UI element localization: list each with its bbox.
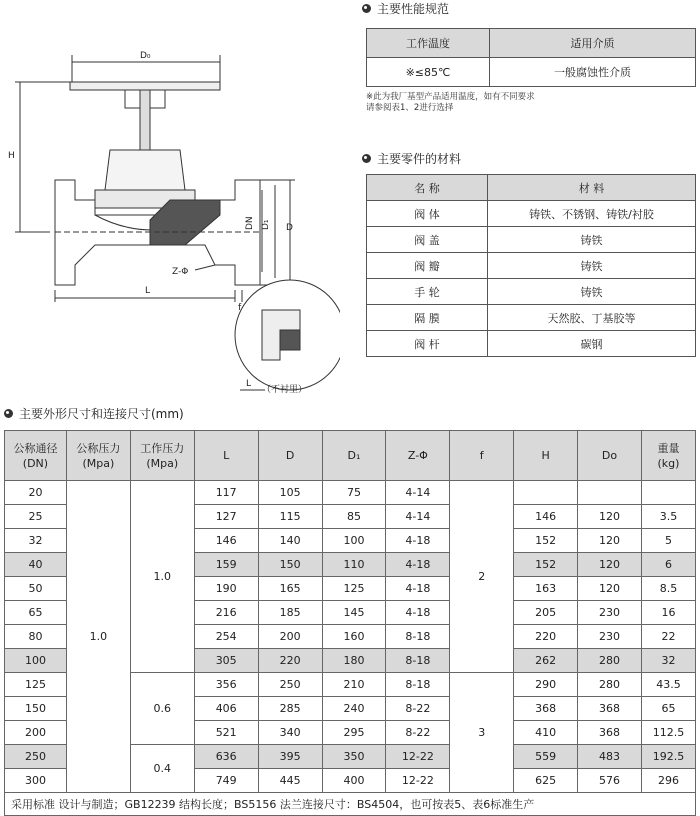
cell-weight xyxy=(641,481,695,505)
perf-header-temp: 工作温度 xyxy=(367,29,490,58)
cell-d1: 400 xyxy=(322,769,386,793)
cell-do: 368 xyxy=(578,721,642,745)
cell-dn: 250 xyxy=(5,745,67,769)
cell-l: 406 xyxy=(194,697,258,721)
col-dn-l1: 公称通径 xyxy=(13,441,58,455)
cell-d: 115 xyxy=(258,505,322,529)
col-wp-l1: 工作压力 xyxy=(140,441,185,455)
cell-d: 200 xyxy=(258,625,322,649)
col-d1: D₁ xyxy=(322,431,386,481)
cell-h: 410 xyxy=(514,721,578,745)
cell-l: 356 xyxy=(194,673,258,697)
cell-h: 205 xyxy=(514,601,578,625)
valve-drawing xyxy=(0,40,340,400)
cell-do: 280 xyxy=(578,649,642,673)
cell-d: 105 xyxy=(258,481,322,505)
cell-d: 165 xyxy=(258,577,322,601)
cell-do: 120 xyxy=(578,553,642,577)
label-f: f xyxy=(238,303,242,313)
cell-dn: 100 xyxy=(5,649,67,673)
col-pn-l1: 公称压力 xyxy=(76,441,121,455)
cell-weight: 8.5 xyxy=(641,577,695,601)
label-zphi: Z-Φ xyxy=(172,267,189,277)
cell-l: 636 xyxy=(194,745,258,769)
cell-zphi: 12-22 xyxy=(386,745,450,769)
cell-d: 445 xyxy=(258,769,322,793)
mat-name: 阀 杆 xyxy=(367,331,488,357)
mat-value: 铸铁、不锈钢、铸铁/衬胶 xyxy=(488,201,696,227)
cell-d1: 85 xyxy=(322,505,386,529)
cell-dn: 80 xyxy=(5,625,67,649)
cell-d1: 100 xyxy=(322,529,386,553)
cell-weight: 22 xyxy=(641,625,695,649)
cell-dn: 65 xyxy=(5,601,67,625)
col-dn xyxy=(5,431,67,481)
cell-dn: 40 xyxy=(5,553,67,577)
cell-do: 230 xyxy=(578,625,642,649)
performance-note xyxy=(366,92,535,114)
cell-zphi: 4-18 xyxy=(386,601,450,625)
mat-header-material: 材 料 xyxy=(488,175,696,201)
bonnet xyxy=(105,150,185,190)
cell-weight: 5 xyxy=(641,529,695,553)
bullet-icon xyxy=(4,409,13,418)
mat-name: 阀 体 xyxy=(367,201,488,227)
col-wp xyxy=(130,431,194,481)
mat-value: 铸铁 xyxy=(488,279,696,305)
cell-f: 3 xyxy=(450,673,514,793)
footer-row xyxy=(5,793,696,816)
performance-title-text: 主要性能规范 xyxy=(377,2,450,16)
col-wp-l2: (Mpa) xyxy=(146,456,179,470)
cell-do xyxy=(578,481,642,505)
col-wt xyxy=(641,431,695,481)
cell-l: 749 xyxy=(194,769,258,793)
performance-section-title xyxy=(362,0,449,17)
cell-h: 368 xyxy=(514,697,578,721)
cell-do: 368 xyxy=(578,697,642,721)
detail-caption: （不衬里） xyxy=(262,385,308,395)
label-d: D xyxy=(286,223,293,233)
mat-value: 碳钢 xyxy=(488,331,696,357)
col-h: H xyxy=(514,431,578,481)
mat-name: 隔 膜 xyxy=(367,305,488,331)
perf-temp: ※≤85℃ xyxy=(367,58,490,87)
cell-wp: 0.6 xyxy=(130,673,194,745)
perf-medium: 一般腐蚀性介质 xyxy=(490,58,696,87)
cell-do: 120 xyxy=(578,505,642,529)
label-do: D₀ xyxy=(140,51,151,61)
cell-h: 559 xyxy=(514,745,578,769)
cell-d: 395 xyxy=(258,745,322,769)
col-do: Do xyxy=(578,431,642,481)
dims-table xyxy=(4,430,696,816)
dims-header-row xyxy=(5,431,696,481)
standards-footer: 采用标准 设计与制造；GB12239 结构长度；BS5156 法兰连接尺寸：BS4504，也可按表5、表6标准生产 xyxy=(5,793,696,816)
col-zphi: Z-Φ xyxy=(386,431,450,481)
cell-d: 185 xyxy=(258,601,322,625)
label-d1: D₁ xyxy=(261,219,271,230)
cell-do: 280 xyxy=(578,673,642,697)
mat-value: 天然胶、丁基胶等 xyxy=(488,305,696,331)
cell-zphi: 4-14 xyxy=(386,481,450,505)
cell-weight: 16 xyxy=(641,601,695,625)
mat-header-name: 名 称 xyxy=(367,175,488,201)
cell-zphi: 4-14 xyxy=(386,505,450,529)
cell-d: 220 xyxy=(258,649,322,673)
cell-l: 521 xyxy=(194,721,258,745)
cell-do: 120 xyxy=(578,577,642,601)
cell-zphi: 8-18 xyxy=(386,673,450,697)
cell-l: 127 xyxy=(194,505,258,529)
col-l: L xyxy=(194,431,258,481)
handwheel xyxy=(70,82,220,90)
cell-h: 290 xyxy=(514,673,578,697)
cell-h xyxy=(514,481,578,505)
cell-l: 190 xyxy=(194,577,258,601)
mat-name: 手 轮 xyxy=(367,279,488,305)
col-pn-l2: (Mpa) xyxy=(82,456,115,470)
cell-d1: 350 xyxy=(322,745,386,769)
cell-d: 150 xyxy=(258,553,322,577)
cell-zphi: 8-18 xyxy=(386,649,450,673)
note-line-2: 请参阅表1、2进行选择 xyxy=(366,103,454,113)
cell-dn: 200 xyxy=(5,721,67,745)
cell-h: 152 xyxy=(514,553,578,577)
cell-d1: 295 xyxy=(322,721,386,745)
cell-zphi: 4-18 xyxy=(386,577,450,601)
cell-zphi: 8-22 xyxy=(386,721,450,745)
cell-do: 576 xyxy=(578,769,642,793)
cell-d1: 110 xyxy=(322,553,386,577)
cell-zphi: 4-18 xyxy=(386,529,450,553)
cell-weight: 192.5 xyxy=(641,745,695,769)
col-wt-l2: (kg) xyxy=(657,456,680,470)
cell-zphi: 4-18 xyxy=(386,553,450,577)
cell-weight: 65 xyxy=(641,697,695,721)
note-line-1: ※此为我厂基型产品适用温度，如有不同要求 xyxy=(366,92,535,102)
cell-dn: 20 xyxy=(5,481,67,505)
cell-l: 146 xyxy=(194,529,258,553)
cell-dn: 150 xyxy=(5,697,67,721)
cell-dn: 50 xyxy=(5,577,67,601)
cell-weight: 3.5 xyxy=(641,505,695,529)
cell-weight: 32 xyxy=(641,649,695,673)
cell-zphi: 8-22 xyxy=(386,697,450,721)
cell-h: 220 xyxy=(514,625,578,649)
col-pn xyxy=(66,431,130,481)
cell-d: 285 xyxy=(258,697,322,721)
col-wt-l1: 重量 xyxy=(657,441,680,455)
cell-do: 120 xyxy=(578,529,642,553)
cell-weight: 6 xyxy=(641,553,695,577)
cell-l: 117 xyxy=(194,481,258,505)
mat-value: 铸铁 xyxy=(488,253,696,279)
cell-zphi: 12-22 xyxy=(386,769,450,793)
performance-table xyxy=(366,28,696,87)
cell-d1: 75 xyxy=(322,481,386,505)
materials-table xyxy=(366,174,696,357)
table-row xyxy=(5,481,696,505)
dims-section-title xyxy=(4,405,184,422)
materials-section-title xyxy=(362,150,461,167)
cell-f: 2 xyxy=(450,481,514,673)
cell-h: 146 xyxy=(514,505,578,529)
cell-h: 262 xyxy=(514,649,578,673)
perf-header-medium: 适用介质 xyxy=(490,29,696,58)
cell-h: 152 xyxy=(514,529,578,553)
cell-zphi: 8-18 xyxy=(386,625,450,649)
cell-d1: 160 xyxy=(322,625,386,649)
mat-name: 阀 瓣 xyxy=(367,253,488,279)
cell-pn: 1.0 xyxy=(66,481,130,793)
dims-title-text: 主要外形尺寸和连接尺寸(mm) xyxy=(19,407,184,421)
cell-weight: 112.5 xyxy=(641,721,695,745)
cell-d: 250 xyxy=(258,673,322,697)
cell-weight: 43.5 xyxy=(641,673,695,697)
cell-d1: 240 xyxy=(322,697,386,721)
cell-dn: 32 xyxy=(5,529,67,553)
cell-wp: 1.0 xyxy=(130,481,194,673)
cell-weight: 296 xyxy=(641,769,695,793)
bullet-icon xyxy=(362,4,371,13)
mat-value: 铸铁 xyxy=(488,227,696,253)
mat-name: 阀 盖 xyxy=(367,227,488,253)
cell-l: 216 xyxy=(194,601,258,625)
materials-title-text: 主要零件的材料 xyxy=(377,152,462,166)
cell-d: 340 xyxy=(258,721,322,745)
cell-d1: 210 xyxy=(322,673,386,697)
cell-dn: 125 xyxy=(5,673,67,697)
cell-l: 254 xyxy=(194,625,258,649)
cell-dn: 25 xyxy=(5,505,67,529)
cell-l: 159 xyxy=(194,553,258,577)
cell-d1: 145 xyxy=(322,601,386,625)
col-d: D xyxy=(258,431,322,481)
cell-h: 163 xyxy=(514,577,578,601)
cell-dn: 300 xyxy=(5,769,67,793)
label-h: H xyxy=(8,151,15,161)
cell-d1: 180 xyxy=(322,649,386,673)
cell-d1: 125 xyxy=(322,577,386,601)
cell-do: 483 xyxy=(578,745,642,769)
label-dn: DN xyxy=(245,216,255,230)
bullet-icon xyxy=(362,154,371,163)
cell-do: 230 xyxy=(578,601,642,625)
label-l: L xyxy=(145,286,151,296)
cell-l: 305 xyxy=(194,649,258,673)
cell-d: 140 xyxy=(258,529,322,553)
col-f: f xyxy=(450,431,514,481)
cell-h: 625 xyxy=(514,769,578,793)
col-dn-l2: (DN) xyxy=(22,456,49,470)
label-l-detail: L xyxy=(246,379,252,389)
cell-wp: 0.4 xyxy=(130,745,194,793)
